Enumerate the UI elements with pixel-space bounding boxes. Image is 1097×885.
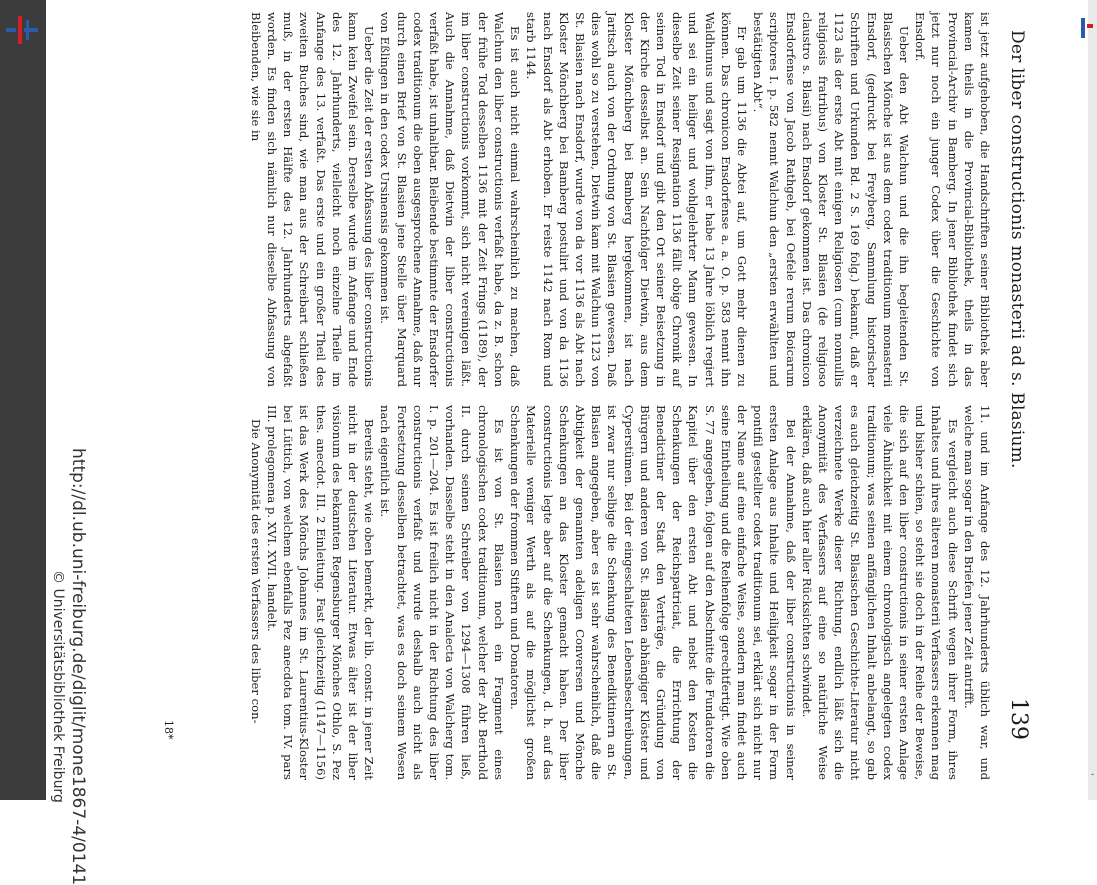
paragraph: 11. und im Anfange des 12. Jahrhunderts üblich war, und welche man sogar in den Briefen jener Zeit antrifft. (961, 405, 992, 780)
running-head (1005, 0, 1045, 800)
watermark (48, 430, 88, 885)
text-column-left (248, 12, 993, 387)
page-number: 139 (1006, 698, 1031, 740)
viewer-right-edge (1088, 0, 1097, 800)
paragraph: Es vergleicht auch diese Schrift wegen ihrer Form, ihres Inhaltes und ihres älteren monasterii Verfassers erkennen mag und bisher schien, so steht sie doch in der Reihe der Beweise, die sich auf den liber constructionis in seiner ersten Anlage viele Ähnlichkeit mit einem chronologisch angelegten codex traditionum; was seinen anfänglichen Inhalt anbelangt, so gab es auch gleichzeitig St. Blasischen Geschichte-Literatur nicht verzeichnete Werke dieser Richtung, endlich läßt sich die Anonymität des Verfassers auf eine so natürliche Weise erklären, daß auch hier aller Rücksichten schwindet. (799, 405, 960, 780)
rotated-page-content (162, 0, 1045, 800)
paragraph: Ueber den Abt Walchun und die ihn begleitenden St. Blasischen Mönche ist aus dem codex traditionum monasterii Ensdorf, (gedruckt bei Freyberg, Sammlung historischer Schriften und Urkunden Bd. 2 S. 169 folg.) bekannt, daß er 1123 als der erste Abt mit einigen Religiosen (cum nonnullis religiosis fratribus) von Kloster St. Blasien (de religioso claustro s. Blasii) nach Ensdorf gekommen ist. Das chronicon Ensdorfense von Jacob Rathgeb, bei Oefele rerum Boicarum scriptores I. p. 582 nennt Walchun den „ersten erwählten und bestätigten Abt“. (751, 12, 911, 387)
viewer-sidebar (0, 0, 46, 800)
text-column-right (248, 405, 993, 780)
paragraph: Bereits steht, wie oben bemerkt, der lib. constr. in jener Zeit nicht in der deutschen Literatur. Etwas älter ist der liber visionum des bekannten Regensburger Mönches Othlo, S. Pez thes. anecdot. III. 2 Einleitung. Fast gleichzeitig (1147—1156) ist das Werk des Mönchs Johannes im St. Laurentius-Kloster bei Lüttich, von welchem ebenfalls Pez anecdota tom. IV. pars III. prolegomena p. XVI. XVII. handelt. (265, 405, 377, 780)
edge-mark: ‑ (1090, 770, 1094, 780)
library-logo-icon (4, 10, 40, 50)
watermark-copyright: © Universitätsbibliothek Freiburg (50, 570, 66, 803)
watermark-url[interactable]: http://dl.ub.uni-freiburg.de/diglit/mone1867-4/0141 (68, 448, 88, 885)
paragraph: Es ist auch nicht einmal wahrscheinlich zu machen, daß Walchun den liber constructionis verfaßt habe, da z. B. schon der frühe Tod desselben 1136 mit der Zeit Frings (1189), der im liber constructionis vorkommt, sich nicht vereinigen läßt. Auch die Annahme, daß Dietwin der liber constructionis verfaßt habe, ist unhaltbar. Bleibende bestimmte der Ensdorfer codex traditionum die oben ausgesprochene Annahme, daß nur durch einen Brief von St. Blasien jene Stelle über Marquard von Eßlingen in den codex Ursinensis gekommen ist. (378, 12, 523, 387)
edge-logo-icon (1079, 14, 1095, 42)
paragraph: Er gab um 1136 die Abtei auf, um Gott mehr dienen zu können. Das chronicon Ensdorfense a. a. O. p. 583 nennt ihn Waldhunus und sagt von ihm, er habe 13 Jahre löblich regiert und sei ein heiliger und wohlgelehrter Mann gewesen. In dieselbe Zeit seiner Resignation 1136 fällt obige Chronik auf seinen Tod in Ensdorf und gibt den Ort seiner Beisetzung in der Kirche desselbst an. Sein Nachfolger Dietwin, aus dem Kloster Mönchberg bei Bamberg hergekommen, ist nach Jaritsch auch von der Ordnung von St. Blasien gewesen. Daß dies wohl so zu verstehen, Dietwin kam mit Walchun 1123 von St. Blasien nach Ensdorf, wurde von da vor 1136 als Abt nach Kloster Mönchberg bei Bamberg postulirt und von da 1136 nach Ensdorf als Abt erhoben. Er reiste 1142 nach Rom und starb 1144. (524, 12, 749, 387)
paragraph: Die Anonymität des ersten Verfassers des liber con- (248, 419, 263, 724)
paragraph: Ueber die Zeit der ersten Abfassung des liber constructionis kann kein Zweifel sein. Derselbe wurde im Anfange und Ende des 12. Jahrhunderts, vielleicht noch einzelne Theile im Anfange des 13. verfaßt. Das erste und ein großer Theil des zweiten Buches sind, wie man aus der Schreibart schließen muß, in der ersten Hälfte des 12. Jahrhunderts abgefaßt worden. Es finden sich nämlich nur dieselbe Abfassung von Bleibenden, wie sie in (248, 12, 377, 387)
paragraph: Bei der Annahme, daß der liber constructionis in seiner ersten Anlage aus Inhalte und Heiligkeit sogar in der Form pontifil gestellter codex traditionum sei, erklärt sich nicht nur der Name auf eine einfache Weise, sondern man findet auch seine Eintheilung und die Reihenfolge gerechtfertigt. Wie oben S. 77 angegeben, folgen auf den Abschnitte die Fundatoren die Kapitel über den ersten Abt und nebst den Kosten die Schenkungen der Reichspatriciat, die Errichtung der Benedictiner der Stadt den Verträge, die Gründung von Bürgern und anderen von St. Blasien abhängiger Klöster und Cyperstümen. Bei der eingeschalteten Lebensbeschreibungen, ist zwar nur selbige die Schenkung des Benediktinern an St. Blasien angegeben, aber es ist sehr wahrscheinlich, daß die Abtigkeit der genannten adeligen Conversen und Mönche Schenkungen an das Kloster gemacht haben. Der liber constructionis legte aber auf die Schenkungen, d. h. auf das Materielle weniger Werth als auf die möglichst großen Schenkungen der frommen Stiftern und Donatoren. (508, 405, 798, 780)
page-title: Der liber constructionis monasterii ad s. Blasium. (1007, 30, 1027, 469)
paragraph: Es ist von St. Blasien noch ein Fragment eines chronologischen codex traditionum, welcher der Abt Berthold II. durch seinen Schreiber von 1294—1308 führen ließ, vorhanden. Dasselbe steht in den Analecta von Walcherg tom. I. p. 201—204. Es ist freilich nicht in der Richtung des liber constructionis verfaßt und wurde deshalb auch nicht als Fortsetzung desselben betrachtet, was es doch seinem Wesen nach eigentlich ist. (378, 405, 506, 780)
paragraph: ist jetzt aufgehoben, die Handschriften seiner Bibliothek aber kamen theils in die Provincial-Bibliothek, theils in das Provincial-Archiv in Bamberg. In jener Bibliothek findet sich jetzt nur noch ein junger Codex über die Geschichte von Ensdorf. (913, 12, 992, 387)
printer-signature: 18* (162, 720, 175, 740)
